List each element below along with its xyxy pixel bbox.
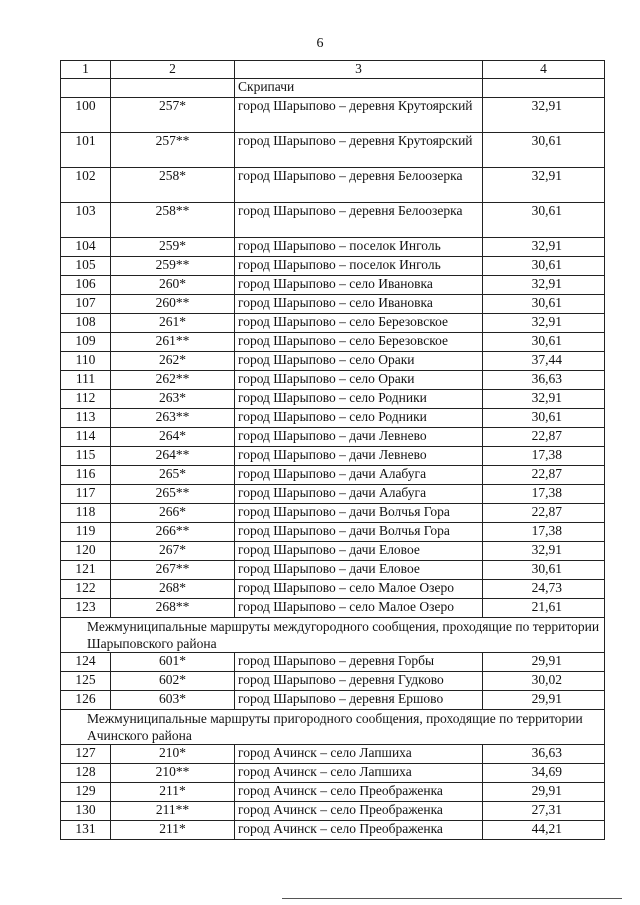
route-code: 261* (111, 314, 235, 333)
row-number: 117 (61, 485, 111, 504)
route-code: 268* (111, 580, 235, 599)
row-number: 108 (61, 314, 111, 333)
route-name: город Шарыпово – село Березовское (235, 314, 483, 333)
table-row (61, 523, 605, 542)
table-row (61, 314, 605, 333)
tariff-value: 36,63 (483, 745, 605, 764)
tariff-value: 30,61 (483, 257, 605, 276)
route-name: город Шарыпово – село Малое Озеро (235, 599, 483, 618)
route-code: 260** (111, 295, 235, 314)
section-row (61, 710, 605, 745)
tariff-value: 32,91 (483, 314, 605, 333)
tariff-value: 30,61 (483, 561, 605, 580)
row-number: 116 (61, 466, 111, 485)
table-row (61, 466, 605, 485)
row-number: 119 (61, 523, 111, 542)
route-name: город Шарыпово – поселок Инголь (235, 238, 483, 257)
tariff-value: 32,91 (483, 168, 605, 203)
table-row (61, 653, 605, 672)
route-name: город Шарыпово – село Малое Озеро (235, 580, 483, 599)
row-number: 118 (61, 504, 111, 523)
row-number: 129 (61, 783, 111, 802)
route-name: город Шарыпово – село Родники (235, 390, 483, 409)
route-name: город Шарыпово – деревня Гудково (235, 672, 483, 691)
tariff-value: 30,61 (483, 295, 605, 314)
route-code: 265** (111, 485, 235, 504)
route-name: город Шарыпово – дачи Алабуга (235, 466, 483, 485)
route-name: город Шарыпово – поселок Инголь (235, 257, 483, 276)
table-row (61, 764, 605, 783)
section-row (61, 618, 605, 653)
route-name: город Шарыпово – деревня Ершово (235, 691, 483, 710)
row-number: 123 (61, 599, 111, 618)
route-code: 601* (111, 653, 235, 672)
cell-empty (483, 79, 605, 98)
route-code: 264** (111, 447, 235, 466)
route-code: 259* (111, 238, 235, 257)
header-col-2: 2 (111, 61, 235, 79)
route-code: 261** (111, 333, 235, 352)
route-name: город Шарыпово – дачи Волчья Гора (235, 504, 483, 523)
route-name: город Ачинск – село Лапшиха (235, 745, 483, 764)
route-name: город Шарыпово – дачи Левнево (235, 428, 483, 447)
table-row (61, 276, 605, 295)
table-row (61, 542, 605, 561)
route-code: 267* (111, 542, 235, 561)
row-number: 111 (61, 371, 111, 390)
route-code: 263** (111, 409, 235, 428)
route-name: город Шарыпово – село Ораки (235, 371, 483, 390)
route-code: 257* (111, 98, 235, 133)
route-code: 263* (111, 390, 235, 409)
route-code: 268** (111, 599, 235, 618)
row-number: 126 (61, 691, 111, 710)
route-name: город Ачинск – село Преображенка (235, 783, 483, 802)
row-number: 124 (61, 653, 111, 672)
row-number: 112 (61, 390, 111, 409)
route-name: город Шарыпово – село Родники (235, 409, 483, 428)
tariff-value: 44,21 (483, 821, 605, 840)
tariff-value: 17,38 (483, 485, 605, 504)
route-name: город Ачинск – село Преображенка (235, 821, 483, 840)
route-name: город Шарыпово – деревня Белоозерка (235, 203, 483, 238)
route-code: 260* (111, 276, 235, 295)
route-name: город Шарыпово – село Ивановка (235, 295, 483, 314)
tariff-value: 27,31 (483, 802, 605, 821)
table-row (61, 257, 605, 276)
header-col-3: 3 (235, 61, 483, 79)
tariff-value: 32,91 (483, 542, 605, 561)
table-row (61, 203, 605, 238)
route-code: 602* (111, 672, 235, 691)
tariff-value: 32,91 (483, 390, 605, 409)
tariff-value: 29,91 (483, 691, 605, 710)
route-code: 211** (111, 802, 235, 821)
tariff-value: 29,91 (483, 783, 605, 802)
table-row (61, 672, 605, 691)
table-row (61, 802, 605, 821)
route-name: город Шарыпово – дачи Волчья Гора (235, 523, 483, 542)
route-code: 264* (111, 428, 235, 447)
route-name: город Шарыпово – деревня Крутоярский (235, 98, 483, 133)
route-code: 258* (111, 168, 235, 203)
tariff-table (60, 60, 605, 840)
route-name: город Шарыпово – дачи Левнево (235, 447, 483, 466)
row-number: 115 (61, 447, 111, 466)
tariff-value: 36,63 (483, 371, 605, 390)
route-code: 211* (111, 821, 235, 840)
tariff-value: 32,91 (483, 98, 605, 133)
route-name: город Шарыпово – село Ораки (235, 352, 483, 371)
tariff-value: 30,61 (483, 333, 605, 352)
table-row (61, 98, 605, 133)
tariff-value: 34,69 (483, 764, 605, 783)
row-number: 122 (61, 580, 111, 599)
row-number: 128 (61, 764, 111, 783)
table-row (61, 333, 605, 352)
table-row (61, 783, 605, 802)
section-heading: Межмуниципальные маршруты пригородного сообщения, проходящие по территории Ачинского района (61, 710, 605, 745)
cell-empty (61, 79, 111, 98)
route-name: город Шарыпово – село Ивановка (235, 276, 483, 295)
row-number: 105 (61, 257, 111, 276)
table-row (61, 428, 605, 447)
table-row (61, 745, 605, 764)
tariff-value: 17,38 (483, 523, 605, 542)
table-row (61, 821, 605, 840)
route-name: город Шарыпово – деревня Горбы (235, 653, 483, 672)
bottom-rule (282, 898, 622, 899)
row-number: 113 (61, 409, 111, 428)
row-number: 107 (61, 295, 111, 314)
section-heading: Межмуниципальные маршруты междугородного сообщения, проходящие по территории Шарыповского района (61, 618, 605, 653)
header-row (61, 61, 605, 79)
tariff-value: 24,73 (483, 580, 605, 599)
table-row (61, 409, 605, 428)
table-row (61, 133, 605, 168)
row-number: 121 (61, 561, 111, 580)
table-row (61, 599, 605, 618)
tariff-value: 30,61 (483, 203, 605, 238)
tariff-value: 22,87 (483, 466, 605, 485)
continuation-row (61, 79, 605, 98)
route-name: город Ачинск – село Преображенка (235, 802, 483, 821)
route-code: 259** (111, 257, 235, 276)
tariff-value: 21,61 (483, 599, 605, 618)
route-name: город Шарыпово – дачи Еловое (235, 542, 483, 561)
route-name: город Шарыпово – деревня Крутоярский (235, 133, 483, 168)
table-row (61, 371, 605, 390)
tariff-value: 22,87 (483, 428, 605, 447)
tariff-value: 32,91 (483, 238, 605, 257)
tariff-value: 30,61 (483, 133, 605, 168)
row-number: 102 (61, 168, 111, 203)
route-code: 267** (111, 561, 235, 580)
row-number: 127 (61, 745, 111, 764)
route-code: 210* (111, 745, 235, 764)
tariff-value: 29,91 (483, 653, 605, 672)
header-col-1: 1 (61, 61, 111, 79)
row-number: 100 (61, 98, 111, 133)
route-code: 265* (111, 466, 235, 485)
row-number: 130 (61, 802, 111, 821)
route-name: город Шарыпово – село Березовское (235, 333, 483, 352)
route-code: 211* (111, 783, 235, 802)
route-name: город Шарыпово – дачи Еловое (235, 561, 483, 580)
route-code: 262* (111, 352, 235, 371)
cell-empty (111, 79, 235, 98)
table-row (61, 352, 605, 371)
row-number: 110 (61, 352, 111, 371)
table-row (61, 691, 605, 710)
table-row (61, 580, 605, 599)
table-row (61, 390, 605, 409)
row-number: 109 (61, 333, 111, 352)
table-row (61, 485, 605, 504)
route-code: 257** (111, 133, 235, 168)
row-number: 106 (61, 276, 111, 295)
route-name: город Ачинск – село Лапшиха (235, 764, 483, 783)
route-code: 262** (111, 371, 235, 390)
tariff-value: 30,02 (483, 672, 605, 691)
tariff-value: 37,44 (483, 352, 605, 371)
header-col-4: 4 (483, 61, 605, 79)
row-number: 125 (61, 672, 111, 691)
table-row (61, 561, 605, 580)
route-code: 266** (111, 523, 235, 542)
table-row (61, 504, 605, 523)
route-code: 266* (111, 504, 235, 523)
row-number: 103 (61, 203, 111, 238)
table-row (61, 168, 605, 203)
route-name: город Шарыпово – дачи Алабуга (235, 485, 483, 504)
table-row (61, 238, 605, 257)
tariff-value: 22,87 (483, 504, 605, 523)
route-code: 210** (111, 764, 235, 783)
route-code: 603* (111, 691, 235, 710)
table-row (61, 295, 605, 314)
continuation-text: Скрипачи (235, 79, 483, 98)
route-name: город Шарыпово – деревня Белоозерка (235, 168, 483, 203)
table-row (61, 447, 605, 466)
row-number: 120 (61, 542, 111, 561)
row-number: 131 (61, 821, 111, 840)
tariff-value: 32,91 (483, 276, 605, 295)
row-number: 114 (61, 428, 111, 447)
page-number: 6 (316, 36, 324, 51)
tariff-value: 30,61 (483, 409, 605, 428)
tariff-value: 17,38 (483, 447, 605, 466)
row-number: 101 (61, 133, 111, 168)
row-number: 104 (61, 238, 111, 257)
route-code: 258** (111, 203, 235, 238)
